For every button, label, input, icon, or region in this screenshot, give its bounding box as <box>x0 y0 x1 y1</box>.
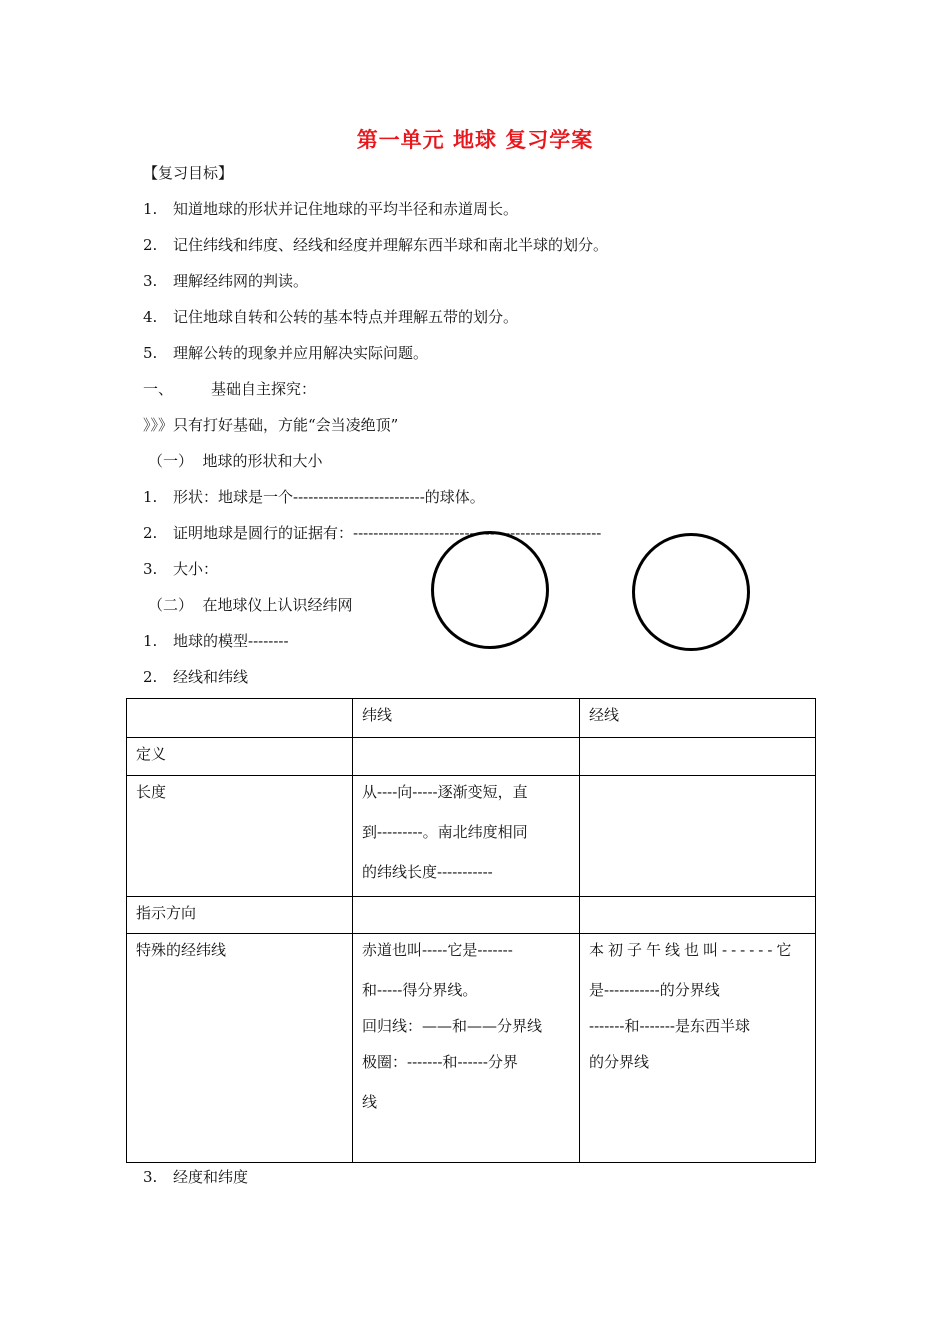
table-cell <box>353 934 580 1163</box>
cell-text: 本初子午线也叫------它 <box>589 941 796 959</box>
goal-item: 1. 知道地球的形状并记住地球的平均半径和赤道周长。 <box>143 200 519 218</box>
table-header-cell: 纬线 <box>353 699 580 738</box>
part1-item: 3. 大小： <box>143 560 219 578</box>
earth-circle-left <box>431 531 549 649</box>
table-cell <box>580 897 816 934</box>
table-row <box>127 934 816 1163</box>
part1-item: 1. 形状：地球是一个--------------------------的球体。 <box>143 488 485 506</box>
earth-circle-right <box>632 533 750 651</box>
cell-text: 是-----------的分界线 <box>589 981 720 999</box>
goal-item: 5. 理解公转的现象并应用解决实际问题。 <box>143 344 429 362</box>
table-cell <box>580 776 816 897</box>
cell-text: 线 <box>362 1093 378 1111</box>
cell-text: -------和-------是东西半球 <box>589 1017 750 1035</box>
section-motto: 》》》只有打好基础，方能“会当凌绝顶” <box>143 416 399 434</box>
table-row <box>127 738 816 776</box>
table-cell <box>353 738 580 776</box>
goal-item: 2. 记住纬线和纬度、经线和经度并理解东西半球和南北半球的划分。 <box>143 236 609 254</box>
section-heading: 一、 基础自主探究： <box>143 380 317 398</box>
part2-heading: （二） 在地球仪上认识经纬网 <box>148 596 353 614</box>
table-cell <box>353 897 580 934</box>
part2-item: 3. 经度和纬度 <box>143 1168 249 1186</box>
cell-text: 和-----得分界线。 <box>362 981 478 999</box>
table-header-cell: 经线 <box>580 699 816 738</box>
page-title: 第一单元 地球 复习学案 <box>356 127 594 152</box>
table-header-row <box>127 699 816 738</box>
row-label: 长度 <box>127 776 353 897</box>
goal-item: 3. 理解经纬网的判读。 <box>143 272 309 290</box>
cell-text: 极圈：-------和------分界 <box>362 1053 518 1071</box>
table-header-cell <box>127 699 353 738</box>
cell-text: 的纬线长度----------- <box>362 863 493 881</box>
table-cell <box>353 776 580 897</box>
row-label: 指示方向 <box>127 897 353 934</box>
table-cell <box>580 738 816 776</box>
cell-text: 到---------。南北纬度相同 <box>362 823 528 841</box>
part2-item: 2. 经线和纬线 <box>143 668 249 686</box>
part2-item: 1. 地球的模型-------- <box>143 632 289 650</box>
cell-text: 赤道也叫-----它是------- <box>362 941 513 959</box>
row-label: 特殊的经纬线 <box>127 934 353 1163</box>
latitude-longitude-table <box>126 698 816 1163</box>
row-label: 定义 <box>127 738 353 776</box>
goal-item: 4. 记住地球自转和公转的基本特点并理解五带的划分。 <box>143 308 519 326</box>
part1-heading: （一） 地球的形状和大小 <box>148 452 323 470</box>
table-cell <box>580 934 816 1163</box>
goals-heading: 【复习目标】 <box>143 164 234 182</box>
cell-text: 回归线：——和——分界线 <box>362 1017 543 1035</box>
cell-text: 从----向-----逐渐变短，直 <box>362 783 528 801</box>
cell-text: 的分界线 <box>589 1053 650 1071</box>
table-row <box>127 776 816 897</box>
part1-item: 2. 证明地球是圆行的证据有：------------------------------------------------- <box>143 524 602 542</box>
table-row <box>127 897 816 934</box>
